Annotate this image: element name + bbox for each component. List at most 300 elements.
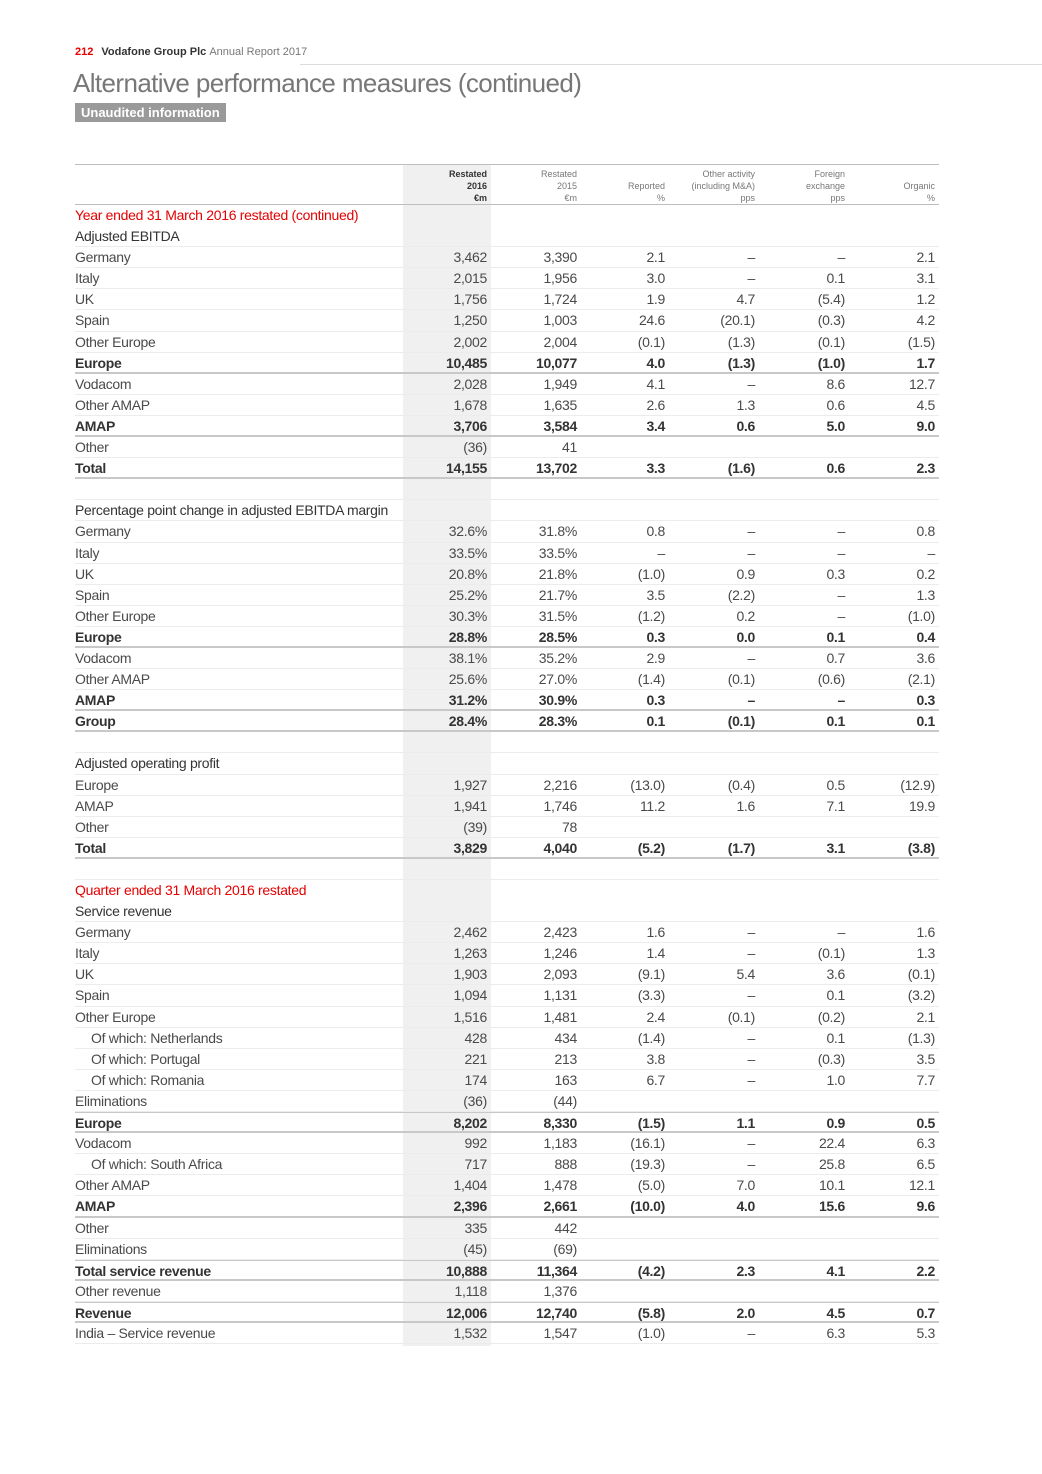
cell-value: (36) <box>463 1092 487 1109</box>
row-label: Eliminations <box>75 1092 147 1109</box>
cell-value: 8.6 <box>826 375 845 392</box>
table-row <box>75 1239 939 1260</box>
column-header-line: 2015 <box>556 181 577 191</box>
column-header <box>577 168 665 204</box>
cell-value: 0.6 <box>826 396 845 413</box>
row-label: Europe <box>75 628 122 645</box>
table-row <box>75 1260 939 1281</box>
report-name: Annual Report 2017 <box>209 46 308 58</box>
subsection-heading <box>75 753 939 774</box>
cell-value: 2,093 <box>543 966 577 983</box>
row-label: Other Europe <box>75 607 156 624</box>
cell-value: 11.2 <box>639 797 665 814</box>
table-row <box>75 732 939 753</box>
cell-value: 335 <box>464 1219 487 1236</box>
page-header <box>75 46 307 58</box>
cell-value: 4.0 <box>646 354 665 371</box>
cell-value: 0.7 <box>826 649 845 666</box>
cell-value: 2,423 <box>543 924 577 941</box>
row-label: Service revenue <box>75 903 172 920</box>
table-row <box>75 543 939 564</box>
row-label: Other <box>75 818 109 835</box>
cell-value: 1,635 <box>543 396 577 413</box>
cell-value: – <box>747 375 755 392</box>
cell-value: 6.7 <box>646 1071 665 1088</box>
table-row <box>75 1218 939 1239</box>
cell-value: 10,485 <box>445 354 487 371</box>
cell-value: (1.3) <box>727 333 755 350</box>
cell-value: – <box>747 987 755 1004</box>
cell-value: (1.6) <box>727 460 755 477</box>
cell-value: – <box>747 692 755 709</box>
column-header <box>665 168 755 204</box>
cell-value: 2,028 <box>453 375 487 392</box>
column-header-line: €m <box>564 193 577 203</box>
table-row <box>75 669 939 690</box>
row-label: Other AMAP <box>75 1177 150 1194</box>
table-row <box>75 585 939 606</box>
cell-value: 1.6 <box>916 924 935 941</box>
cell-value: 4.5 <box>826 1304 845 1321</box>
row-label: Of which: Portugal <box>91 1050 200 1067</box>
cell-value: 30.3% <box>448 607 487 624</box>
cell-value: 31.2% <box>448 692 487 709</box>
cell-value: (0.3) <box>817 1050 845 1067</box>
cell-value: (45) <box>463 1240 487 1257</box>
row-label: Total <box>75 460 106 477</box>
row-label: Of which: South Africa <box>91 1156 223 1173</box>
row-label: Of which: Netherlands <box>91 1029 223 1046</box>
cell-value: 3.8 <box>646 1050 665 1067</box>
row-label: Italy <box>75 270 100 287</box>
cell-value: (5.2) <box>637 839 665 856</box>
cell-value: 28.4% <box>448 713 487 730</box>
cell-value: 3.6 <box>916 649 935 666</box>
cell-value: 24.6 <box>638 312 665 329</box>
cell-value: 12,740 <box>535 1304 577 1321</box>
cell-value: 28.5% <box>538 628 577 645</box>
cell-value: (3.8) <box>907 839 935 856</box>
cell-value: 1,903 <box>453 966 487 983</box>
subsection-heading <box>75 226 939 247</box>
cell-value: – <box>837 586 845 603</box>
cell-value: – <box>747 649 755 666</box>
table-row <box>75 922 939 943</box>
column-header-line: Foreign <box>814 169 845 179</box>
cell-value: – <box>747 523 755 540</box>
column-header-line: % <box>656 193 665 203</box>
cell-value: 0.4 <box>916 628 935 645</box>
table-row <box>75 606 939 627</box>
table-row <box>75 817 939 838</box>
cell-value: 1,246 <box>543 945 577 962</box>
cell-value: – <box>747 1050 755 1067</box>
cell-value: (3.2) <box>907 987 935 1004</box>
column-header-line: exchange <box>805 181 845 191</box>
column-header <box>845 168 935 204</box>
row-label: Other Europe <box>75 333 156 350</box>
table-row <box>75 1281 939 1302</box>
table-row <box>75 1112 939 1133</box>
cell-value: 1.2 <box>916 291 935 308</box>
column-header-line: Organic <box>903 181 935 191</box>
cell-value: (1.0) <box>907 607 935 624</box>
column-header <box>755 168 845 204</box>
row-label: Europe <box>75 776 119 793</box>
cell-value: (1.7) <box>727 839 755 856</box>
section-heading <box>75 880 939 901</box>
cell-value: 0.3 <box>916 692 935 709</box>
cell-value: (1.5) <box>907 333 935 350</box>
cell-value: (3.3) <box>637 987 665 1004</box>
row-label: Vodacom <box>75 1135 132 1152</box>
cell-value: 28.3% <box>538 713 577 730</box>
cell-value: 4.1 <box>646 375 665 392</box>
cell-value: (20.1) <box>720 312 755 329</box>
row-label: UK <box>75 291 94 308</box>
cell-value: 2.1 <box>646 249 665 266</box>
table-row <box>75 796 939 817</box>
cell-value: 11,364 <box>536 1262 577 1279</box>
cell-value: (39) <box>463 818 487 835</box>
cell-value: 3.4 <box>646 417 665 434</box>
cell-value: 7.7 <box>916 1071 935 1088</box>
table-row <box>75 521 939 542</box>
cell-value: 4.7 <box>736 291 755 308</box>
subsection-heading <box>75 500 939 521</box>
cell-value: 0.7 <box>916 1304 935 1321</box>
cell-value: 0.2 <box>736 607 755 624</box>
cell-value: 21.8% <box>538 565 577 582</box>
row-label: Europe <box>75 354 122 371</box>
row-label: Other <box>75 1219 109 1236</box>
cell-value: (12.9) <box>900 776 935 793</box>
cell-value: (5.8) <box>637 1304 665 1321</box>
table-row <box>75 374 939 395</box>
column-header-line: Restated <box>540 169 577 179</box>
table-row <box>75 437 939 458</box>
cell-value: 22.4 <box>818 1135 845 1152</box>
apm-table <box>75 164 939 1344</box>
page-number: 212 <box>75 46 94 58</box>
cell-value: 1.4 <box>646 945 665 962</box>
cell-value: 1.0 <box>826 1071 845 1088</box>
cell-value: – <box>747 270 755 287</box>
cell-value: 717 <box>464 1156 487 1173</box>
column-header-line <box>577 168 665 180</box>
cell-value: 213 <box>554 1050 577 1067</box>
cell-value: 14,155 <box>445 460 487 477</box>
row-label: Germany <box>75 249 131 266</box>
cell-value: 25.2% <box>448 586 487 603</box>
cell-value: (0.2) <box>817 1008 845 1025</box>
table-row <box>75 1091 939 1112</box>
row-label: UK <box>75 565 94 582</box>
row-label: Revenue <box>75 1304 132 1321</box>
header-rule <box>300 64 1042 65</box>
row-label: UK <box>75 966 94 983</box>
cell-value: 9.6 <box>916 1198 935 1215</box>
cell-value: 0.0 <box>736 628 755 645</box>
cell-value: 0.6 <box>736 417 755 434</box>
table-row <box>75 268 939 289</box>
cell-value: (0.6) <box>817 671 845 688</box>
row-label: Other <box>75 439 109 456</box>
cell-value: 7.1 <box>826 797 845 814</box>
cell-value: 12.7 <box>908 375 935 392</box>
cell-value: (1.4) <box>637 1029 665 1046</box>
cell-value: 1,131 <box>543 987 577 1004</box>
cell-value: 0.9 <box>736 565 755 582</box>
cell-value: 4.5 <box>916 396 935 413</box>
cell-value: (0.1) <box>727 671 755 688</box>
table-row <box>75 395 939 416</box>
page-title: Alternative performance measures (continued) <box>73 68 582 98</box>
cell-value: 2.3 <box>916 460 935 477</box>
cell-value: 1,746 <box>543 797 577 814</box>
cell-value: 2.2 <box>916 1262 935 1279</box>
cell-value: 2.6 <box>646 396 665 413</box>
cell-value: (0.3) <box>817 312 845 329</box>
cell-value: 21.7% <box>538 586 577 603</box>
cell-value: 0.2 <box>916 565 935 582</box>
cell-value: – <box>747 1156 755 1173</box>
table-row <box>75 1175 939 1196</box>
cell-value: 0.8 <box>916 523 935 540</box>
cell-value: (1.0) <box>637 1324 665 1341</box>
cell-value: 1,949 <box>543 375 577 392</box>
cell-value: 1,263 <box>453 945 487 962</box>
subsection-heading <box>75 901 939 922</box>
column-header-line: pps <box>830 193 845 203</box>
cell-value: 2.4 <box>646 1008 665 1025</box>
row-label: Germany <box>75 924 131 941</box>
cell-value: (1.4) <box>637 671 665 688</box>
cell-value: 1,756 <box>453 291 487 308</box>
row-label: Year ended 31 March 2016 restated (continued) <box>75 207 359 223</box>
row-label: Eliminations <box>75 1240 147 1257</box>
cell-value: 0.3 <box>646 692 665 709</box>
row-label: Spain <box>75 586 110 603</box>
row-label: Europe <box>75 1115 122 1132</box>
cell-value: 1,547 <box>543 1324 577 1341</box>
cell-value: 2.3 <box>736 1262 755 1279</box>
cell-value: 4.2 <box>916 312 935 329</box>
table-row <box>75 1154 939 1175</box>
cell-value: 3,829 <box>453 839 487 856</box>
cell-value: (1.5) <box>637 1115 665 1132</box>
cell-value: (4.2) <box>637 1262 665 1279</box>
row-label: Other AMAP <box>75 671 150 688</box>
table-header <box>75 164 939 205</box>
cell-value: – <box>837 692 845 709</box>
cell-value: (9.1) <box>637 966 665 983</box>
cell-value: 7.0 <box>736 1177 755 1194</box>
cell-value: (10.0) <box>630 1198 665 1215</box>
row-label: Adjusted EBITDA <box>75 228 180 245</box>
row-label: India – Service revenue <box>75 1324 216 1341</box>
cell-value: 0.1 <box>826 1029 845 1046</box>
column-header-line: Restated <box>448 169 487 179</box>
cell-value: (0.1) <box>727 1008 755 1025</box>
table-row <box>75 416 939 437</box>
column-header-line: Other activity <box>702 169 755 179</box>
cell-value: (36) <box>463 439 487 456</box>
cell-value: 1,532 <box>453 1324 487 1341</box>
cell-value: 8,330 <box>543 1115 577 1132</box>
cell-value: (0.1) <box>727 713 755 730</box>
cell-value: 30.9% <box>538 692 577 709</box>
cell-value: 3,390 <box>543 249 577 266</box>
table-body <box>75 205 939 1344</box>
company-name: Vodafone Group Plc <box>101 46 207 58</box>
cell-value: 1.3 <box>736 396 755 413</box>
cell-value: 4.1 <box>826 1262 845 1279</box>
cell-value: 1,956 <box>543 270 577 287</box>
cell-value: (16.1) <box>630 1135 665 1152</box>
cell-value: 4,040 <box>543 839 577 856</box>
cell-value: (0.1) <box>637 333 665 350</box>
cell-value: – <box>837 523 845 540</box>
cell-value: 3.1 <box>826 839 845 856</box>
row-label: Total service revenue <box>75 1262 211 1279</box>
cell-value: 1,481 <box>543 1008 577 1025</box>
cell-value: 32.6% <box>448 523 487 540</box>
table-row <box>75 458 939 479</box>
cell-value: 20.8% <box>448 565 487 582</box>
table-row <box>75 1302 939 1323</box>
cell-value: 2,661 <box>543 1198 577 1215</box>
cell-value: 2,002 <box>453 333 487 350</box>
cell-value: 1.9 <box>646 291 665 308</box>
table-row <box>75 627 939 648</box>
row-label: Adjusted operating profit <box>75 755 220 772</box>
cell-value: 0.1 <box>826 628 845 645</box>
cell-value: 1,003 <box>543 312 577 329</box>
cell-value: (1.0) <box>637 565 665 582</box>
cell-value: (5.4) <box>817 291 845 308</box>
cell-value: – <box>747 1029 755 1046</box>
cell-value: 19.9 <box>908 797 935 814</box>
cell-value: 1,118 <box>454 1282 487 1299</box>
cell-value: 434 <box>554 1029 577 1046</box>
cell-value: 174 <box>464 1071 487 1088</box>
table-row <box>75 1028 939 1049</box>
row-label: Other AMAP <box>75 396 150 413</box>
table-row <box>75 838 939 859</box>
cell-value: 2,015 <box>453 270 487 287</box>
cell-value: 0.9 <box>826 1115 845 1132</box>
row-label: Germany <box>75 523 131 540</box>
cell-value: – <box>837 249 845 266</box>
cell-value: 1.3 <box>916 586 935 603</box>
cell-value: 1,516 <box>453 1008 487 1025</box>
cell-value: 25.6% <box>448 671 487 688</box>
row-label: Percentage point change in adjusted EBITDA margin <box>75 502 388 519</box>
cell-value: (69) <box>553 1240 577 1257</box>
cell-value: – <box>657 544 665 561</box>
cell-value: – <box>747 924 755 941</box>
cell-value: 33.5% <box>448 544 487 561</box>
cell-value: (1.3) <box>907 1029 935 1046</box>
cell-value: (1.3) <box>727 354 755 371</box>
cell-value: 2,396 <box>453 1198 487 1215</box>
table-row <box>75 1196 939 1217</box>
cell-value: 2,004 <box>543 333 577 350</box>
row-label: Italy <box>75 945 100 962</box>
column-header-line: (including M&A) <box>691 181 755 191</box>
table-row <box>75 479 939 500</box>
table-row <box>75 964 939 985</box>
unaudited-badge: Unaudited information <box>75 103 226 122</box>
cell-value: 163 <box>554 1071 577 1088</box>
table-row <box>75 943 939 964</box>
table-row <box>75 985 939 1006</box>
cell-value: 3,584 <box>543 417 577 434</box>
cell-value: (0.1) <box>817 333 845 350</box>
row-label: Vodacom <box>75 375 132 392</box>
cell-value: 6.3 <box>916 1135 935 1152</box>
cell-value: (5.0) <box>637 1177 665 1194</box>
row-label: Vodacom <box>75 649 132 666</box>
cell-value: 5.3 <box>916 1324 935 1341</box>
table-row <box>75 1323 939 1344</box>
cell-value: 5.4 <box>736 966 755 983</box>
cell-value: (44) <box>553 1092 577 1109</box>
cell-value: 1.3 <box>916 945 935 962</box>
table-row <box>75 564 939 585</box>
cell-value: – <box>837 607 845 624</box>
cell-value: 3.3 <box>646 460 665 477</box>
cell-value: 31.8% <box>538 523 577 540</box>
column-header-line: Reported <box>627 181 665 191</box>
cell-value: – <box>747 1135 755 1152</box>
table-row <box>75 690 939 711</box>
row-label: Group <box>75 713 116 730</box>
table-row <box>75 1070 939 1091</box>
cell-value: (13.0) <box>630 776 665 793</box>
table-row <box>75 353 939 374</box>
column-header-line: pps <box>740 193 755 203</box>
cell-value: 10,888 <box>445 1262 487 1279</box>
row-label: Total <box>75 839 106 856</box>
cell-value: 12,006 <box>445 1304 487 1321</box>
cell-value: 0.3 <box>826 565 845 582</box>
cell-value: 0.1 <box>826 987 845 1004</box>
cell-value: 13,702 <box>535 460 577 477</box>
table-row <box>75 289 939 310</box>
cell-value: 2,462 <box>453 924 487 941</box>
row-label: AMAP <box>75 797 114 814</box>
cell-value: – <box>747 1324 755 1341</box>
cell-value: 33.5% <box>538 544 577 561</box>
cell-value: 0.5 <box>916 1115 935 1132</box>
cell-value: – <box>927 544 935 561</box>
table-row <box>75 775 939 796</box>
row-label: AMAP <box>75 417 116 434</box>
cell-value: 221 <box>464 1050 487 1067</box>
table-row <box>75 247 939 268</box>
table-row <box>75 648 939 669</box>
row-label: Spain <box>75 987 110 1004</box>
cell-value: 3,462 <box>453 249 487 266</box>
cell-value: 9.0 <box>916 417 935 434</box>
cell-value: 442 <box>554 1219 577 1236</box>
cell-value: 1,678 <box>453 396 487 413</box>
cell-value: 3.0 <box>646 270 665 287</box>
cell-value: 1,724 <box>543 291 577 308</box>
cell-value: 28.8% <box>448 628 487 645</box>
